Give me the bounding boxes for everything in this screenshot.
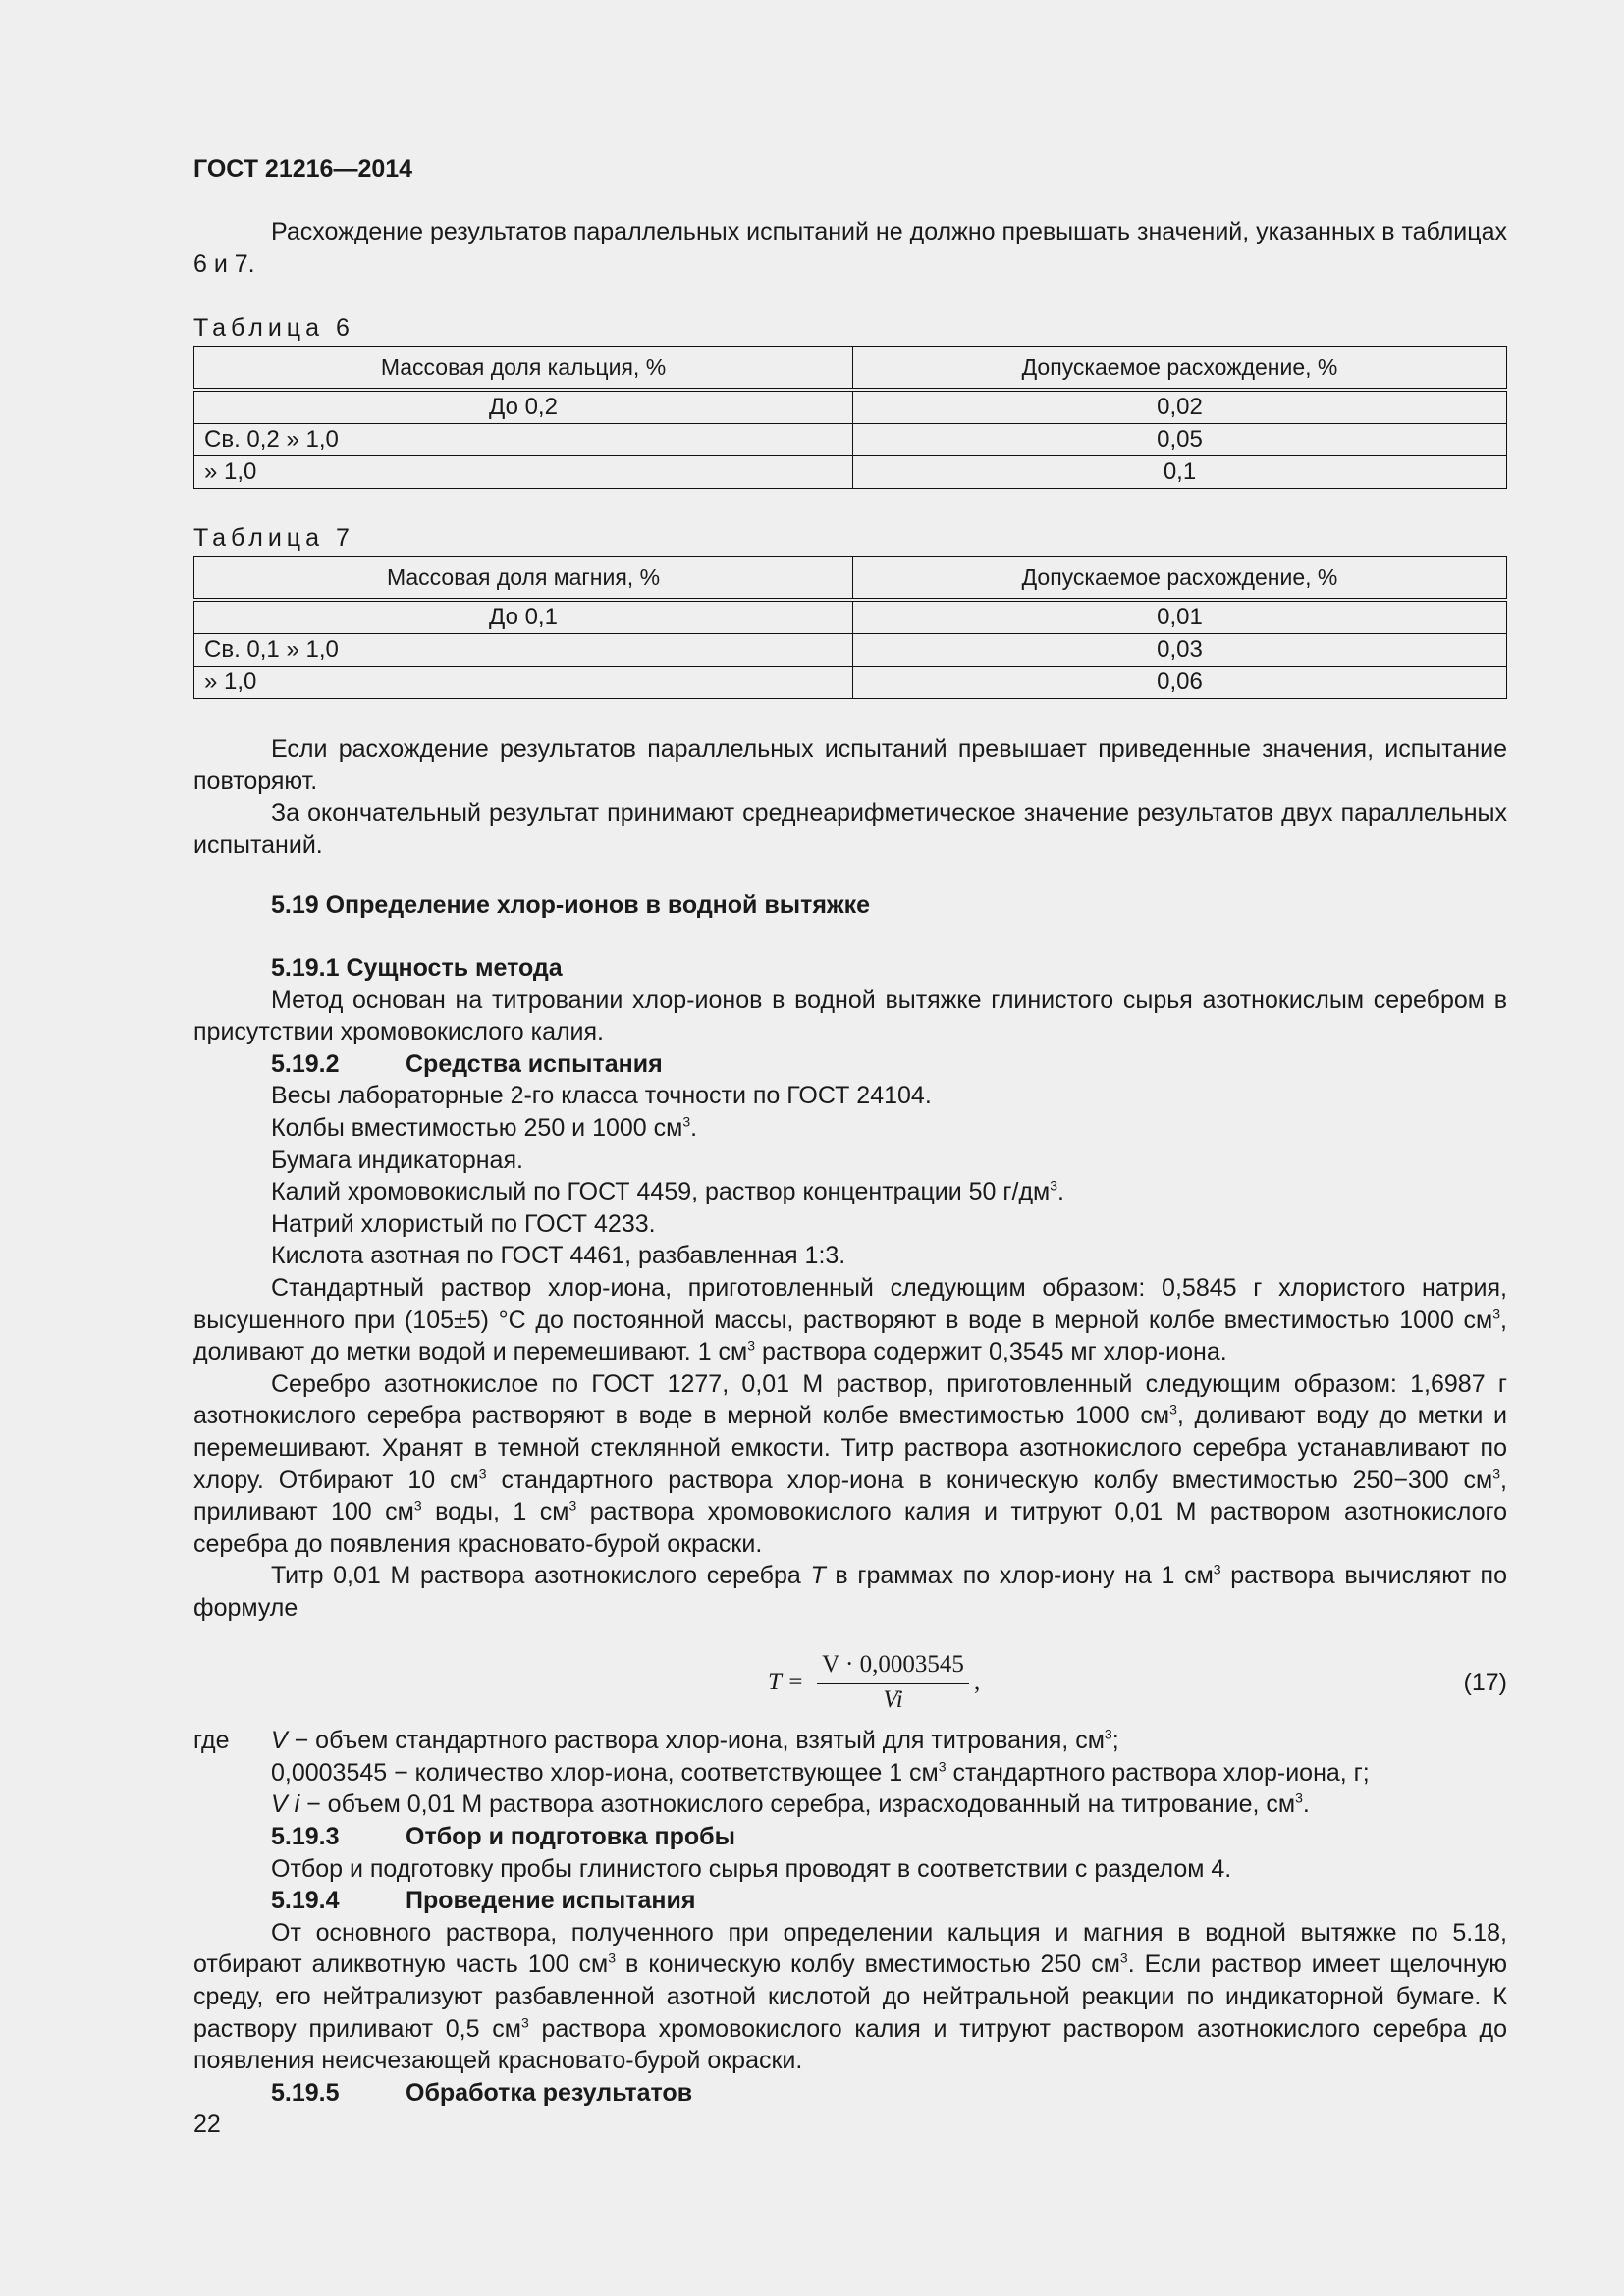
table-6-col-tolerance: Допускаемое расхождение, % [853,347,1507,391]
formula-lhs: T = [768,1669,804,1695]
table-7-col-magnesium: Массовая доля магния, % [194,557,853,601]
table-7 [193,556,1507,699]
list-item: Бумага индикаторная. [271,1146,523,1174]
after-tables-text: Если расхождение результатов параллельных испытаний превышает приведенные значения, испытание повторяют. За окончательный результат принимают среднеарифметическое значение результатов двух параллельных испытаний. [193,735,1507,859]
table-7-caption: Таблица 7 [193,524,354,552]
silver-nitrate-paragraph: Серебро азотнокислое по ГОСТ 1277, 0,01 М раствор, приготовленный следующим образом: 1,6987 г азотнокислого серебра растворяют в воде в мерной колбе вместимостью 1000 $см^3$, доливают воду до метки и перемешивают. Хранят в темной стеклянной емкости. Титр раствора азотнокислого серебра устанавливают по хлору. Отбирают 10 $см^3$ стандартного раствора хлор-иона в коническую колбу вместимостью 250−300 $см^3$, приливают 100 $см^3$ воды, 1 $см^3$ раствора хромовокислого калия и титруют 0,01 М раствором азотнокислого серебра до появления красновато-бурой окраски. [193,1369,1507,1558]
section-5-19-body [193,952,1507,1624]
section-5-19-title: 5.19 Определение хлор-ионов в водной вытяжке [271,891,871,919]
formula-17: T = $\frac{V \cdot 0,0003545}{Vi}$ , (17) [193,1649,1507,1718]
titer-paragraph: Титр 0,01 М раствора азотнокислого серебра T в граммах по хлор-иону на 1 $см^3$ раствора вычисляют по формуле [193,1561,1507,1622]
procedure-paragraph: От основного раствора, полученного при определении кальция и магния в водной вытяжке по 5.18, отбирают аликвотную часть 100 $см^3$ в коническую колбу вместимостью 250 $см^3$. Если раствор имеет щелочную среду, его нейтрализуют разбавленной азотной кислотой до нейтральной реакции по индикаторной бумаге. К раствору приливают 0,5 $см^3$ раствора хромовокислого калия и титруют раствором азотнокислого серебра до появления неисчезающей красновато-бурой окраски. [193,1918,1507,2075]
subsection-5-19-1-title: 5.19.1 Сущность метода [271,954,563,982]
table-row: До 0,2 0,02 [194,390,1507,424]
list-item: Колбы вместимостью 250 и 1000 $см^3$. [271,1113,698,1142]
list-item: Натрий хлористый по ГОСТ 4233. [271,1209,656,1238]
subsection-5-19-4-title: 5.19.4 Проведение испытания [271,1887,696,1915]
page-number: 22 [193,2110,221,2138]
table-row: Св. 0,1 » 1,0 0,03 [194,634,1507,667]
table-row: До 0,1 0,01 [194,600,1507,634]
table-row: » 1,0 0,1 [194,456,1507,489]
table-7-col-tolerance: Допускаемое расхождение, % [853,557,1507,601]
document-code: ГОСТ 21216—2014 [193,155,413,183]
table-header-row [194,557,1507,601]
formula-legend: где V − объем стандартного раствора хлор-иона, взятый для титрования, $см^3$; 0,0003545 − количество хлор-иона, соответствующее 1 $см^3$ стандартного раствора хлор-иона, г; V i − объем 0,01 М раствора азотнокислого серебра, израсходованный на титрование, $см^3$. [193,1726,1370,1819]
table-6 [193,346,1507,489]
equation-number: (17) [1463,1669,1507,1696]
method-essence-text: Метод основан на титровании хлор-ионов в водной вытяжке глинистого сырья азотнокислым серебром в присутствии хромовокислого калия. [193,986,1507,1046]
list-item: Кислота азотная по ГОСТ 4461, разбавленная 1:3. [271,1242,846,1270]
list-item: Весы лабораторные 2-го класса точности по ГОСТ 24104. [271,1082,932,1110]
formula-numerator: V · 0,0003545 [817,1649,969,1684]
table-header-row [194,347,1507,391]
subsection-5-19-3-title: 5.19.3 Отбор и подготовка пробы [271,1823,735,1850]
table-6-col-calcium: Массовая доля кальция, % [194,347,853,391]
table-6-caption: Таблица 6 [193,314,354,342]
subsection-5-19-5-title: 5.19.5 Обработка результатов [271,2078,693,2107]
table-row: Св. 0,2 » 1,0 0,05 [194,424,1507,456]
standard-solution-paragraph: Стандартный раствор хлор-иона, приготовленный следующим образом: 0,5845 г хлористого натрия, высушенного при (105±5) °С до постоянной массы, растворяют в воде в мерной колбе вместимостью 1000 $см^3$, доливают до метки водой и перемешивают. 1 $см^3$ раствора содержит 0,3545 мг хлор-иона. [193,1273,1507,1366]
section-5-19-3-5 [193,1821,1507,2109]
sampling-text: Отбор и подготовку пробы глинистого сырья проводят в соответствии с разделом 4. [271,1854,1232,1883]
subsection-5-19-2-title: 5.19.2 Средства испытания [271,1049,663,1078]
formula-denominator: Vi [883,1685,903,1713]
table-row: » 1,0 0,06 [194,667,1507,699]
intro-paragraph: Расхождение результатов параллельных испытаний не должно превышать значений, указанных в таблицах 6 и 7. [193,218,1507,278]
list-item: Калий хромовокислый по ГОСТ 4459, раствор концентрации 50 $г/дм^3$. [271,1177,1064,1206]
